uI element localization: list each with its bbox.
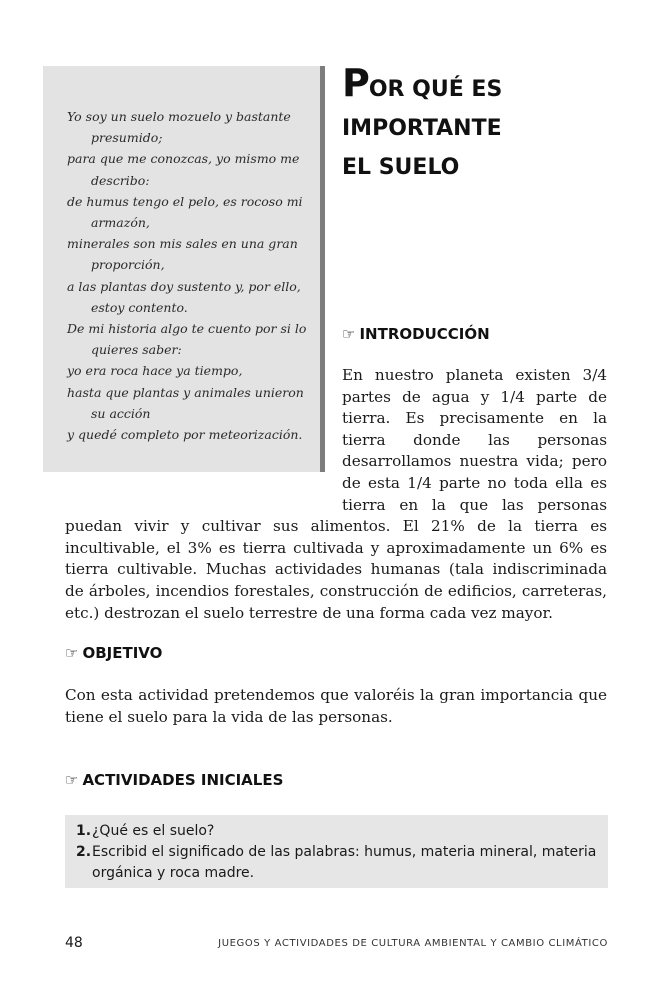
poem-line: de humus tengo el pelo, es rocoso mi armazón,	[67, 193, 303, 231]
poem-line: para que me conozcas, yo mismo me describo:	[67, 151, 300, 188]
activity-number: 1.	[76, 823, 92, 839]
pointing-hand-icon: ☞	[342, 325, 356, 343]
objetivo-heading	[65, 644, 162, 662]
objetivo-text: Con esta actividad pretendemos que valoréis la gran importancia que tiene el suelo para la vida de las personas.	[65, 686, 607, 726]
title-line-1-rest: OR QUÉ ES	[368, 77, 503, 102]
introduccion-heading	[342, 325, 490, 343]
introduccion-text: En nuestro planeta existen 3/4 partes de agua y 1/4 parte de tierra. Es precisamente en la tierra donde las personas desarrollamos nuestra vida; pero de esta 1/4 parte no toda ella es tierra en la que las personas puedan vivir y cultivar sus alimentos. El 21% de la tierra es incultivable, el 3% es tierra cultivada y aproximadamente un 6% es tierra cultivable. Muchas actividades humanas (tala indiscriminada de árboles, incendios forestales, construcción de edificios, carreteras, etc.) destrozan el suelo terrestre de una forma cada vez mayor.	[65, 366, 607, 622]
activity-item	[76, 842, 608, 884]
wrap-spacer	[65, 365, 342, 495]
poem-line: De mi historia algo te cuento por si lo quieres saber:	[67, 321, 307, 358]
introduccion-heading-label: INTRODUCCIÓN	[359, 325, 490, 343]
poem-line: a las plantas doy sustento y, por ello, estoy contento.	[67, 278, 301, 315]
actividades-heading	[65, 771, 283, 789]
actividades-heading-label: ACTIVIDADES INICIALES	[82, 771, 284, 789]
running-footer: JUEGOS Y ACTIVIDADES DE CULTURA AMBIENTAL Y CAMBIO CLIMÁTICO	[218, 938, 608, 949]
title-initial: P	[342, 61, 369, 105]
introduccion-text-block	[65, 365, 607, 624]
page-number: 48	[65, 935, 83, 951]
pointing-hand-icon: ☞	[65, 644, 79, 662]
title-line-2: IMPORTANTE	[342, 116, 502, 141]
activity-number: 2.	[76, 844, 92, 860]
poem-line: y quedé completo por meteorización.	[67, 427, 303, 443]
activities-box	[65, 815, 608, 888]
title-line-3: EL SUELO	[342, 155, 460, 180]
activity-text: ¿Qué es el suelo?	[92, 823, 215, 839]
title-line-1	[342, 61, 622, 109]
poem-line: yo era roca hace ya tiempo,	[67, 363, 243, 379]
poem-line: hasta que plantas y animales unieron su acción	[67, 384, 304, 421]
activity-text: Escribid el significado de las palabras: humus, materia mineral, materia orgánica y roca madre.	[92, 844, 597, 881]
activity-item	[76, 821, 608, 842]
poem-line: minerales son mis sales en una gran proporción,	[67, 236, 298, 273]
poem-line: Yo soy un suelo mozuelo y bastante presumido;	[67, 109, 291, 146]
pointing-hand-icon: ☞	[65, 771, 79, 789]
objetivo-heading-label: OBJETIVO	[82, 644, 163, 662]
page-title	[342, 61, 622, 187]
